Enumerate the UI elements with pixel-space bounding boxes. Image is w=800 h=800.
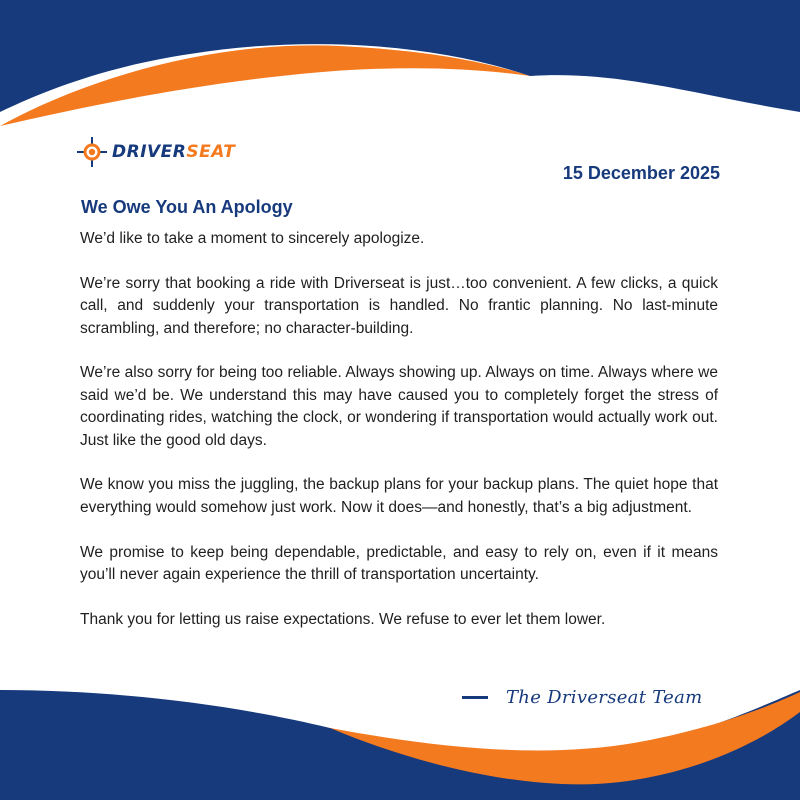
logo-word-seat: SEAT: [186, 142, 236, 162]
signature: [462, 682, 703, 712]
signature-text: The Driverseat Team: [506, 686, 703, 708]
paragraph-3: We’re also sorry for being too reliable. Always showing up. Always on time. Always where we said we’d be. We understand this may have caused you to completely forget the stress of coordinating rides, watching the clock, or wondering if transportation would actually work out. Just like the good old days.: [80, 364, 718, 449]
paragraph-2: We’re sorry that booking a ride with Driverseat is just…too convenient. A few clicks, a quick call, and suddenly your transportation is handled. No frantic planning. No last-minute scrambling, and therefore; no character-building.: [80, 274, 718, 337]
letter-body: [80, 228, 718, 654]
letter-title: We Owe You An Apology: [81, 197, 293, 217]
paragraph-4: We know you miss the juggling, the backup plans for your backup plans. The quiet hope that everything would somehow just work. Now it does—and honestly, that’s a big adjustment.: [80, 476, 718, 516]
target-icon: [76, 136, 108, 168]
driverseat-logo: [76, 136, 256, 168]
paragraph-1: We’d like to take a moment to sincerely apologize.: [80, 230, 425, 247]
paragraph-6: Thank you for letting us raise expectations. We refuse to ever let them lower.: [80, 610, 606, 628]
logo-word-driver: DRIVER: [112, 142, 187, 162]
letter-date: 15 December 2025: [562, 163, 720, 183]
paragraph-5: We promise to keep being dependable, predictable, and easy to rely on, even if it means you’ll never again experience the thrill of transportation uncertainty.: [80, 543, 718, 584]
signature-dash: [462, 696, 488, 699]
logo-wordmark: [112, 141, 235, 163]
